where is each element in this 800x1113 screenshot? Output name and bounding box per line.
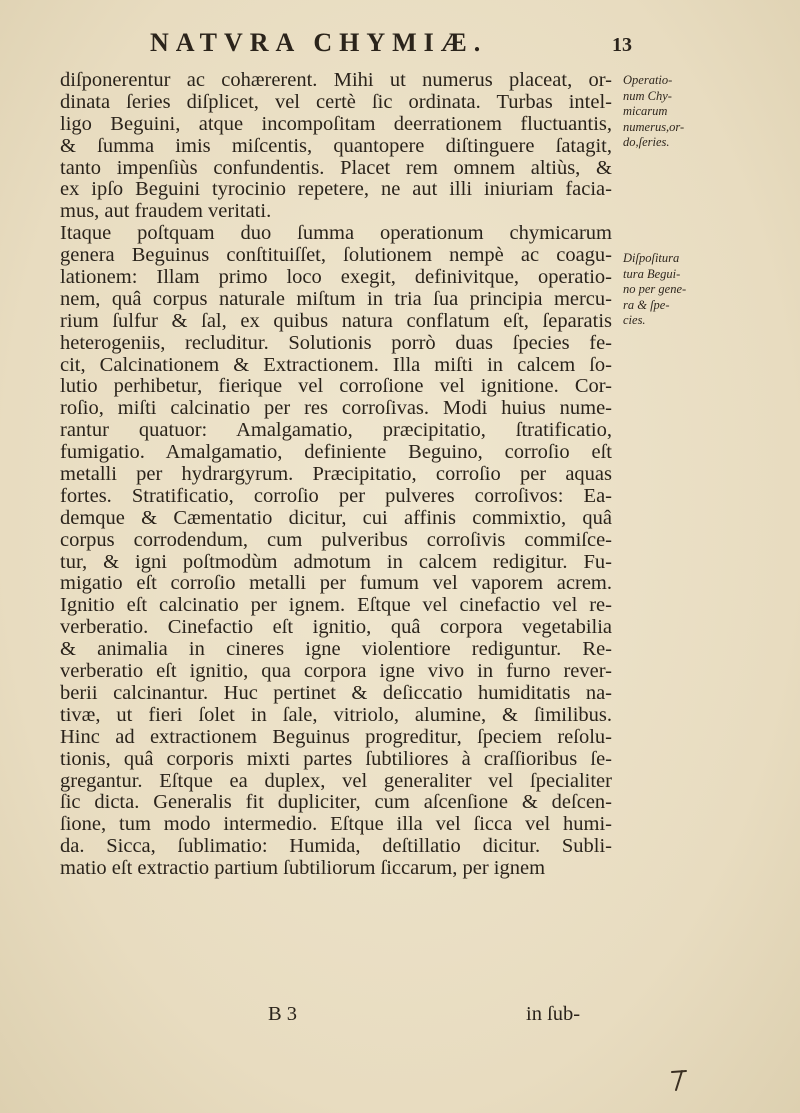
text-line: ſic dicta. Generalis fit dupliciter, cum aſcenſione & deſcen- <box>60 791 612 814</box>
ink-stroke-mark <box>668 1068 692 1092</box>
text-line: da. Sicca, ſublimatio: Humida, deſtillatio dicitur. Subli- <box>60 835 612 858</box>
text-line: dinata ſeries diſplicet, vel certè ſic ordinata. Turbas intel- <box>60 90 612 113</box>
text-line: & animalia in cineres igne violentiore rediguntur. Re- <box>60 638 612 661</box>
margin-note-dispositura <box>623 251 713 329</box>
margin-note-line: cies. <box>623 313 646 327</box>
margin-note-line: ra & ſpe- <box>623 297 670 312</box>
text-line: berii calcinantur. Huc pertinet & deſiccatio humiditatis na- <box>60 681 612 704</box>
text-line: Hinc ad extractionem Beguinus progreditur, ſpeciem reſolu- <box>60 725 612 748</box>
text-line: verberatio. Cinefactio eſt ignitio, quâ corpora vegetabilia <box>60 616 612 639</box>
text-line: diſponerentur ac cohærerent. Mihi ut numerus placeat, or- <box>60 69 612 91</box>
text-line: tivæ, ut fieri ſolet in ſale, vitriolo, alumine, & ſimilibus. <box>60 703 612 726</box>
text-line: lutio perhibetur, fierique vel corroſione vel ignitione. Cor- <box>60 375 612 398</box>
text-line: corpus corrodendum, cum pulveribus corroſivis commiſce- <box>60 528 612 551</box>
text-line: tionis, quâ corporis mixti partes ſubtiliores à craſſioribus ſe- <box>60 747 612 770</box>
margin-note-line: numerus,or- <box>623 119 685 134</box>
text-line: matio eſt extractio partium ſubtiliorum ſiccarum, per ignem <box>60 857 546 880</box>
text-line: gregantur. Eſtque ea duplex, vel generaliter vel ſpecialiter <box>60 769 612 792</box>
margin-note-line: Diſpoſitura <box>623 251 680 265</box>
text-line: heterogeniis, recluditur. Solutionis porrò duas ſpecies fe- <box>60 331 612 354</box>
text-line: fumigatio. Amalgamatio, definiente Beguino, corroſio eſt <box>60 441 612 464</box>
text-line: nem, quâ corpus naturale miſtum in tria ſua principia mercu- <box>60 287 612 310</box>
text-line: tur, & igni poſtmodùm admotum in calcem redigitur. Fu- <box>60 550 612 573</box>
text-line: & ſumma imis miſcentis, quantopere diſtinguere ſatagit, <box>60 134 612 157</box>
text-line: tanto impenſiùs confundentis. Placet rem omnem altiùs, & <box>60 156 612 179</box>
text-line: cit, Calcinationem & Extractionem. Illa miſti in calcem ſo- <box>60 353 612 376</box>
text-line: demque & Cæmentatio dicitur, cui affinis commixtio, quâ <box>60 506 612 529</box>
margin-note-line: micarum <box>623 104 668 118</box>
page-number: 13 <box>612 34 632 56</box>
margin-note-line: Operatio- <box>623 73 673 87</box>
text-line: rantur quatuor: Amalgamatio, præcipitatio, ſtratificatio, <box>60 419 612 442</box>
text-line: Itaque poſtquam duo ſumma operationum chymicarum <box>60 222 612 245</box>
text-line: Ignitio eſt calcinatio per ignem. Eſtque vel cinefactio vel re- <box>60 594 612 617</box>
margin-note-operationum <box>623 73 713 151</box>
margin-note-line: num Chy- <box>623 88 672 103</box>
body-text <box>60 70 612 880</box>
text-line: migatio eſt corroſio metalli per fumum vel vaporem acrem. <box>60 572 612 595</box>
margin-note-line: no per gene- <box>623 282 687 296</box>
signature-mark: B 3 <box>268 1003 298 1025</box>
text-line: ligo Beguini, atque incompoſitam deerrationem fluctuantis, <box>60 112 612 135</box>
text-line: ſione, tum modo intermedio. Eſtque illa vel ſicca vel humi- <box>60 813 612 836</box>
text-line: verberatio eſt ignitio, qua corpora igne vivo in furno rever- <box>60 660 612 683</box>
text-line: lationem: Illam primo loco exegit, definivitque, operatio- <box>60 266 612 289</box>
text-line: roſio, miſti calcinatio per res corroſivas. Modi huius nume- <box>60 397 612 420</box>
text-line: ex ipſo Beguini tyrocinio repetere, ne aut illi iniuriam facia- <box>60 178 612 201</box>
catchword: in ſub- <box>526 1003 581 1025</box>
margin-note-line: do,ſeries. <box>623 135 670 149</box>
text-line: rium ſulfur & ſal, ex quibus natura conflatum eſt, ſeparatis <box>60 309 612 332</box>
running-head: NATVRA CHYMIÆ. <box>150 28 488 57</box>
margin-note-line: tura Begui- <box>623 266 681 281</box>
text-line: genera Beguinus conſtituiſſet, ſolutionem nempè ac coagu- <box>60 244 612 267</box>
text-line: mus, aut fraudem veritati. <box>60 200 272 223</box>
text-line: metalli per hydrargyrum. Præcipitatio, corroſio per aquas <box>60 463 612 486</box>
text-line: fortes. Stratificatio, corroſio per pulveres corroſivos: Ea- <box>60 484 612 507</box>
